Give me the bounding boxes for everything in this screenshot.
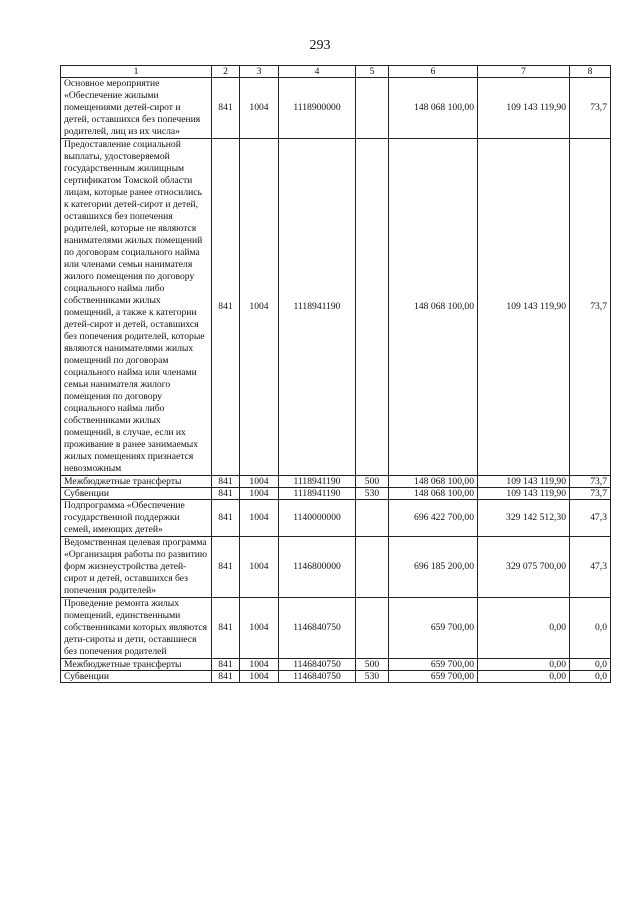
- row-cell: 696 185 200,00: [389, 537, 478, 598]
- row-cell: 47,3: [570, 537, 611, 598]
- row-cell: 73,7: [570, 476, 611, 488]
- row-cell: 841: [212, 500, 240, 537]
- row-cell: 148 068 100,00: [389, 139, 478, 476]
- row-cell: 329 075 700,00: [478, 537, 570, 598]
- table-row: [61, 488, 611, 500]
- row-cell: 530: [356, 671, 389, 683]
- column-header: 7: [478, 66, 570, 78]
- row-cell: 1004: [240, 78, 279, 139]
- row-cell: [356, 500, 389, 537]
- table-row: [61, 139, 611, 476]
- row-cell: 1146800000: [279, 537, 356, 598]
- column-header: 3: [240, 66, 279, 78]
- row-cell: 1004: [240, 488, 279, 500]
- row-cell: 659 700,00: [389, 598, 478, 659]
- row-cell: 0,0: [570, 659, 611, 671]
- row-name: Межбюджетные трансферты: [61, 476, 212, 488]
- row-cell: 659 700,00: [389, 671, 478, 683]
- column-header: 8: [570, 66, 611, 78]
- row-cell: 73,7: [570, 78, 611, 139]
- row-cell: 0,0: [570, 671, 611, 683]
- table-row: [61, 659, 611, 671]
- row-cell: 0,00: [478, 598, 570, 659]
- row-cell: 530: [356, 488, 389, 500]
- table-row: [61, 598, 611, 659]
- row-cell: 1118941190: [279, 139, 356, 476]
- table-row: [61, 78, 611, 139]
- row-cell: 1004: [240, 671, 279, 683]
- table-row: [61, 500, 611, 537]
- row-cell: 1146840750: [279, 659, 356, 671]
- column-header: 6: [389, 66, 478, 78]
- row-cell: 47,3: [570, 500, 611, 537]
- row-cell: 696 422 700,00: [389, 500, 478, 537]
- row-cell: 109 143 119,90: [478, 139, 570, 476]
- row-cell: 1004: [240, 139, 279, 476]
- row-cell: 109 143 119,90: [478, 488, 570, 500]
- row-cell: 841: [212, 476, 240, 488]
- row-cell: 1004: [240, 598, 279, 659]
- row-cell: 1118941190: [279, 476, 356, 488]
- row-cell: 659 700,00: [389, 659, 478, 671]
- row-cell: 841: [212, 78, 240, 139]
- row-cell: 841: [212, 598, 240, 659]
- row-cell: 1004: [240, 500, 279, 537]
- row-cell: 1118900000: [279, 78, 356, 139]
- row-cell: [356, 598, 389, 659]
- row-name: Проведение ремонта жилых помещений, единственными собственниками которых являются дети-сироты и дети, оставшиеся без попечения родителей: [61, 598, 212, 659]
- row-cell: 841: [212, 659, 240, 671]
- row-name: Подпрограмма «Обеспечение государственной поддержки семей, имеющих детей»: [61, 500, 212, 537]
- page-number: 293: [309, 38, 331, 53]
- table-row: [61, 476, 611, 488]
- row-cell: 0,00: [478, 671, 570, 683]
- row-name: Межбюджетные трансферты: [61, 659, 212, 671]
- row-cell: 148 068 100,00: [389, 78, 478, 139]
- row-cell: [356, 537, 389, 598]
- row-cell: 500: [356, 476, 389, 488]
- row-cell: 0,0: [570, 598, 611, 659]
- column-header: 5: [356, 66, 389, 78]
- row-cell: 73,7: [570, 139, 611, 476]
- row-name: Основное мероприятие «Обеспечение жилыми помещениями детей-сирот и детей, оставшихся без попечения родителей, лиц из их числа»: [61, 78, 212, 139]
- row-cell: 500: [356, 659, 389, 671]
- row-cell: [356, 78, 389, 139]
- table-row: [61, 537, 611, 598]
- row-cell: 1004: [240, 659, 279, 671]
- row-cell: 148 068 100,00: [389, 488, 478, 500]
- column-header: 1: [61, 66, 212, 78]
- row-name: Предоставление социальной выплаты, удостоверяемой государственным жилищным сертификатом Томской области лицам, которые ранее относились к категории детей-сирот и детей, оставшихся без попечения родителей, которые не являются нанимателями жилых помещений по договорам социального найма или членами семьи нанимателя жилого помещения по договору социального найма либо собственниками жилых помещений, а также к категории детей-сирот и детей, оставшихся без попечения родителей, которые являются нанимателями жилых помещений по договорам социального найма или членами семьи нанимателя жилого помещения по договору социального найма либо собственниками жилых помещений, в случае, если их проживание в ранее занимаемых жилых помещениях признается невозможным: [61, 139, 212, 476]
- row-cell: 1140000000: [279, 500, 356, 537]
- row-cell: 841: [212, 139, 240, 476]
- row-cell: 109 143 119,90: [478, 476, 570, 488]
- column-header: 4: [279, 66, 356, 78]
- row-cell: 1146840750: [279, 598, 356, 659]
- row-cell: 109 143 119,90: [478, 78, 570, 139]
- row-cell: [356, 139, 389, 476]
- row-cell: 841: [212, 671, 240, 683]
- row-name: Ведомственная целевая программа «Организация работы по развитию форм жизнеустройства детей-сирот и детей, оставшихся без попечения родителей»: [61, 537, 212, 598]
- row-cell: 1146840750: [279, 671, 356, 683]
- table-row: [61, 671, 611, 683]
- budget-table: [60, 65, 611, 683]
- row-cell: 1004: [240, 476, 279, 488]
- row-cell: 1118941190: [279, 488, 356, 500]
- column-header: 2: [212, 66, 240, 78]
- row-cell: 73,7: [570, 488, 611, 500]
- row-cell: 1004: [240, 537, 279, 598]
- row-cell: 841: [212, 488, 240, 500]
- row-name: Субвенции: [61, 671, 212, 683]
- row-cell: 841: [212, 537, 240, 598]
- row-name: Субвенции: [61, 488, 212, 500]
- row-cell: 329 142 512,30: [478, 500, 570, 537]
- row-cell: 0,00: [478, 659, 570, 671]
- row-cell: 148 068 100,00: [389, 476, 478, 488]
- table-header-row: [61, 66, 611, 78]
